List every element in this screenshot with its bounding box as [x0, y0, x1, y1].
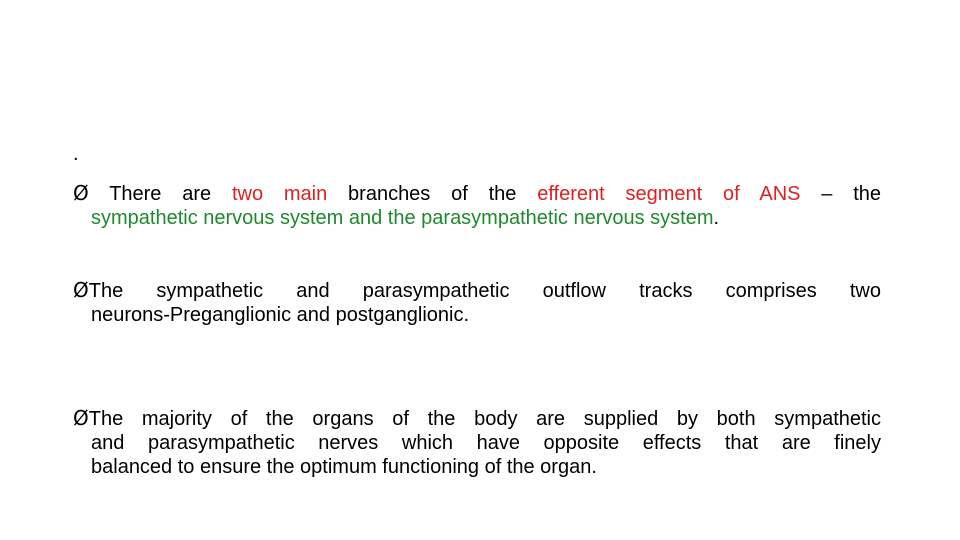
- bullet-line: and parasympathetic nerves which have opposite effects that are finely: [91, 432, 881, 454]
- highlight-red: two main: [231, 183, 328, 205]
- bullet-line: [73, 181, 881, 206]
- bullet-line: balanced to ensure the optimum functioning of the organ.: [91, 456, 597, 478]
- bullet-organ-supply: [73, 406, 881, 479]
- arrow-bullet-icon: Ø: [73, 181, 89, 205]
- text-segment: .: [713, 207, 720, 229]
- bullet-line: [73, 406, 881, 431]
- text-segment: – the: [800, 183, 882, 205]
- bullet-efferent-branches: [73, 181, 881, 230]
- bullet-line: neurons-Preganglionic and postganglionic.: [91, 304, 470, 326]
- stray-dot: .: [73, 143, 79, 165]
- highlight-red: efferent segment of ANS: [537, 183, 801, 205]
- bullet-outflow-tracks: [73, 278, 881, 327]
- text-segment: The sympathetic and parasympathetic outflow tracks comprises two: [88, 280, 881, 302]
- highlight-green: sympathetic nervous system and the parasympathetic nervous system: [91, 207, 714, 229]
- arrow-bullet-icon: Ø: [73, 278, 89, 302]
- bullet-line: [73, 278, 881, 303]
- bullet-line: [73, 206, 881, 230]
- text-segment: The majority of the organs of the body are supplied by both sympathetic: [88, 408, 881, 430]
- text-segment: branches of the: [327, 183, 538, 205]
- text-segment: There are: [88, 183, 232, 205]
- arrow-bullet-icon: Ø: [73, 406, 89, 430]
